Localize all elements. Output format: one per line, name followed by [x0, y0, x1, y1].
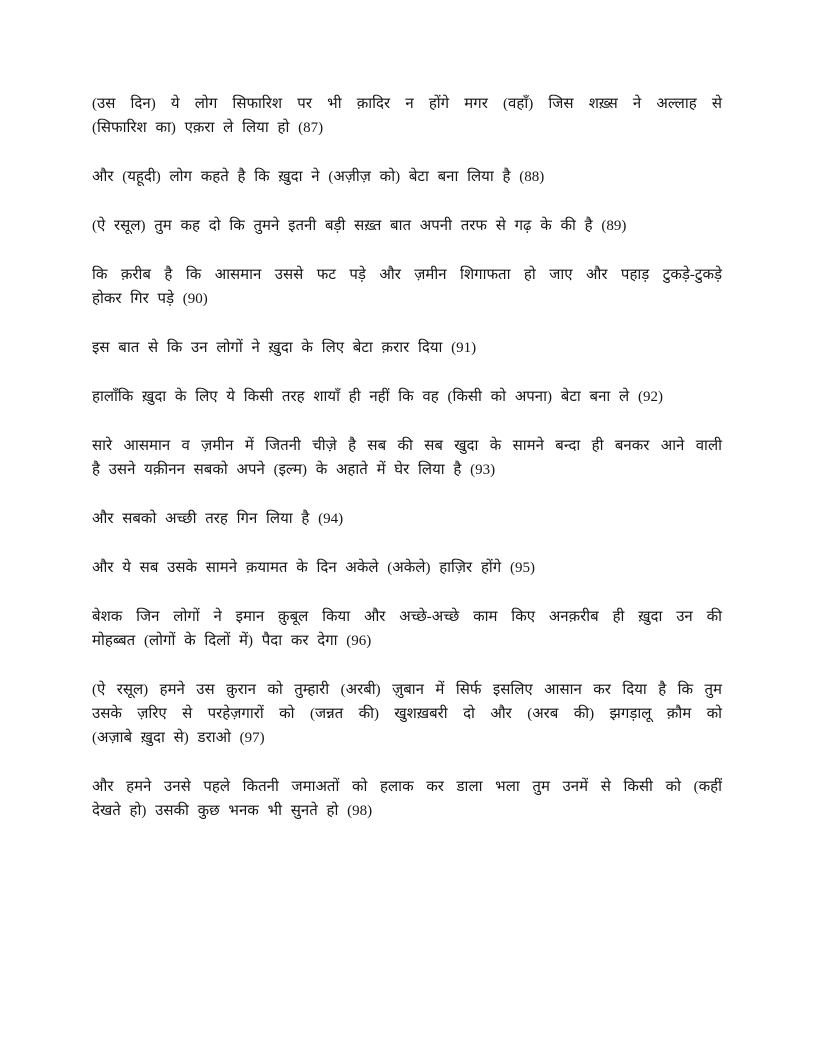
text-line: (सिफारिश का) एक़रा ले लिया हो (87): [92, 120, 324, 136]
text-line: और सबको अच्छी तरह गिन लिया है (94): [92, 511, 344, 527]
verse-paragraph-95: [92, 556, 722, 580]
verse-paragraph-97: [92, 678, 722, 750]
verse-paragraph-89: [92, 214, 722, 238]
text-line: होकर गिर पड़े (90): [92, 291, 208, 307]
verse-paragraph-98: [92, 775, 722, 823]
text-line: (ऐ रसूल) तुम कह दो कि तुमने इतनी बड़ी सख़्त बात अपनी तरफ से गढ़ के की है (89): [92, 218, 627, 234]
text-line: कि क़रीब है कि आसमान उससे फट पड़े और ज़मीन शिगाफता हो जाए और पहाड़ टुकड़े-टुकड़े: [92, 267, 722, 283]
verse-paragraph-88: [92, 165, 722, 189]
verse-paragraph-94: [92, 507, 722, 531]
verse-paragraph-91: [92, 336, 722, 360]
verse-paragraph-90: [92, 263, 722, 311]
text-line: (अज़ाबे ख़ुदा से) डराओ (97): [92, 730, 265, 746]
text-line: मोहब्बत (लोगों के दिलों में) पैदा कर देगा (96): [92, 633, 372, 649]
text-line: है उसने यक़ीनन सबको अपने (इल्म) के अहाते में घेर लिया है (93): [92, 462, 496, 478]
verse-paragraph-92: [92, 385, 722, 409]
text-line: (ऐ रसूल) हमने उस क़ुरान को तुम्हारी (अरबी) ज़ुबान में सिर्फ इसलिए आसान कर दिया है कि तुम: [92, 682, 722, 698]
text-line: और (यहूदी) लोग कहते है कि ख़ुदा ने (अज़ीज़ को) बेटा बना लिया है (88): [92, 169, 545, 185]
text-line: (उस दिन) ये लोग सिफारिश पर भी क़ादिर न होंगे मगर (वहाँ) जिस शख़्स ने अल्लाह से: [92, 96, 722, 112]
verse-paragraph-93: [92, 434, 722, 482]
verse-text-block: [92, 92, 722, 848]
text-line: इस बात से कि उन लोगों ने ख़ुदा के लिए बेटा क़रार दिया (91): [92, 340, 477, 356]
text-line: सारे आसमान व ज़मीन में जितनी चीज़े है सब की सब खुदा के सामने बन्दा ही बनकर आने वाली: [92, 438, 722, 454]
verse-paragraph-87: [92, 92, 722, 140]
text-line: और हमने उनसे पहले कितनी जमाअतों को हलाक कर डाला भला तुम उनमें से किसी को (कहीं: [92, 779, 722, 795]
text-line: बेशक जिन लोगों ने इमान क़ुबूल किया और अच्छे-अच्छे काम किए अनक़रीब ही ख़ुदा उन की: [92, 609, 722, 625]
text-line: और ये सब उसके सामने क़यामत के दिन अकेले (अकेले) हाज़िर होंगे (95): [92, 560, 535, 576]
text-line: उसके ज़रिए से परहेज़गारों को (जन्नत की) खुशख़बरी दो और (अरब की) झगड़ालू क़ौम को: [92, 706, 722, 722]
text-line: देखते हो) उसकी कुछ भनक भी सुनते हो (98): [92, 803, 373, 819]
text-line: हालाँकि ख़ुदा के लिए ये किसी तरह शायाँ ही नहीं कि वह (किसी को अपना) बेटा बना ले (92): [92, 389, 663, 405]
verse-paragraph-96: [92, 605, 722, 653]
